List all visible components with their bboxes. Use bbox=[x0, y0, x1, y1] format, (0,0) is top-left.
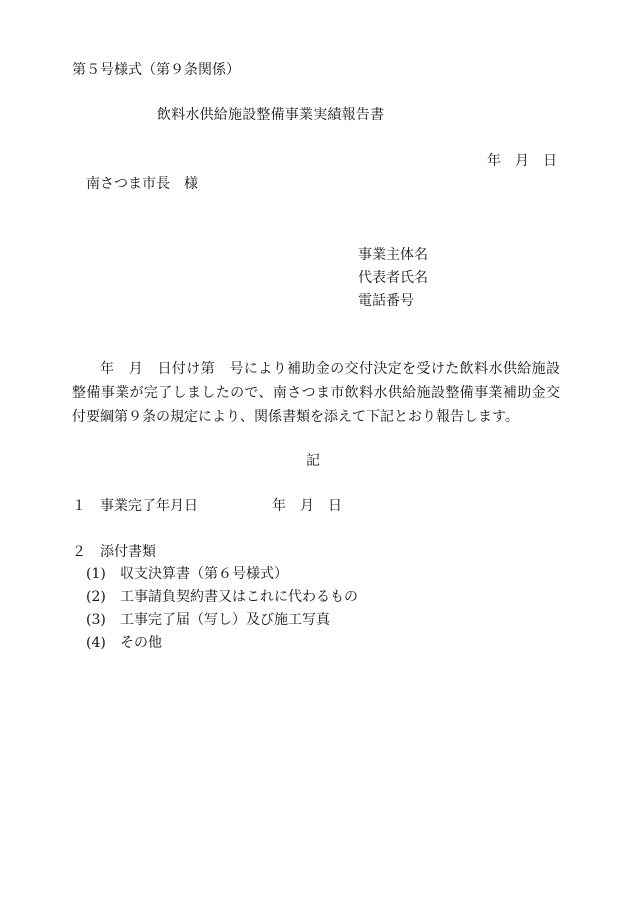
item-attachments-label: ２ 添付書類 bbox=[72, 544, 156, 560]
list-item-text: 収支決算書（第６号様式） bbox=[120, 566, 288, 582]
attachments-list bbox=[86, 563, 358, 655]
list-item bbox=[86, 586, 358, 609]
ki-heading: 記 bbox=[306, 453, 320, 469]
applicant-phone-field: 電話番号 bbox=[358, 293, 414, 309]
list-item-text: 工事請負契約書又はこれに代わるもの bbox=[120, 589, 358, 605]
list-item-number: (3) bbox=[86, 612, 106, 628]
list-item-number: (1) bbox=[86, 566, 106, 582]
list-item-text: その他 bbox=[120, 635, 162, 651]
form-number: 第５号様式（第９条関係） bbox=[72, 62, 240, 78]
addressee: 南さつま市長 様 bbox=[86, 176, 198, 192]
list-item bbox=[86, 632, 358, 655]
applicant-entity-field: 事業主体名 bbox=[358, 247, 428, 263]
list-item bbox=[86, 563, 358, 586]
list-item-text: 工事完了届（写し）及び施工写真 bbox=[120, 612, 330, 628]
applicant-block bbox=[358, 244, 428, 313]
document-title: 飲料水供給施設整備事業実績報告書 bbox=[157, 107, 385, 123]
item-completion-date-value: 年 月 日 bbox=[272, 498, 342, 514]
applicant-representative-field: 代表者氏名 bbox=[358, 270, 428, 286]
body-paragraph: 年 月 日付け第 号により補助金の交付決定を受けた飲料水供給施設整備事業が完了しましたので、南さつま市飲料水供給施設整備事業補助金交付要綱第９条の規定により、関係書類を添えて下記とおり報告します。 bbox=[72, 361, 560, 425]
list-item-number: (4) bbox=[86, 635, 106, 651]
list-item-number: (2) bbox=[86, 589, 106, 605]
item-completion-date-label: １ 事業完了年月日 bbox=[72, 498, 198, 514]
list-item bbox=[86, 609, 358, 632]
report-date: 年 月 日 bbox=[487, 153, 557, 169]
